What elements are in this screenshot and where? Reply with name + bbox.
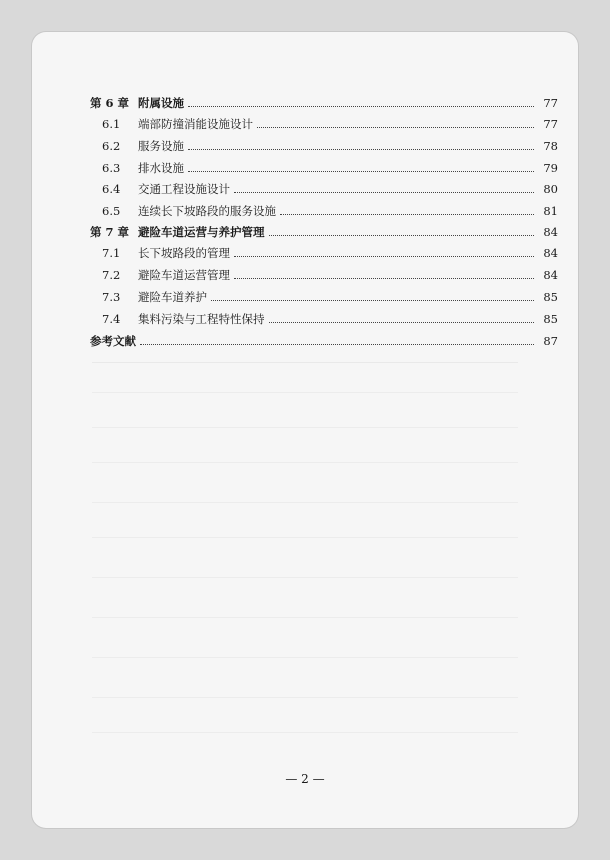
document-page [32,32,578,828]
leader-dots [188,105,534,107]
toc-page: 84 [543,268,558,282]
toc-section-6-1[interactable] [102,113,578,131]
toc-title: 集料污染与工程特性保持 [138,312,265,326]
leader-dots [188,170,534,172]
toc-number: 6.2 [102,139,121,153]
toc-section-7-1[interactable] [102,242,578,260]
toc-page: 81 [543,204,558,218]
leader-dots [188,148,534,150]
toc-section-7-4[interactable] [102,308,578,326]
toc-title: 避险车道运营管理 [138,268,230,282]
toc-page: 77 [543,117,558,131]
toc-title: 排水设施 [138,161,184,175]
toc-page: 84 [543,225,558,239]
toc-section-7-2[interactable] [102,264,578,282]
toc-number: 第 7 章 [90,225,130,239]
toc-section-6-3[interactable] [102,157,578,175]
toc-page: 87 [543,334,558,348]
leader-dots [211,299,534,301]
toc-number: 6.5 [102,204,121,218]
toc-title: 服务设施 [138,139,184,153]
leader-dots [234,191,534,193]
toc-page: 85 [543,312,558,326]
toc-title: 避险车道养护 [138,290,207,304]
toc-number: 7.4 [102,312,121,326]
toc-chapter-7[interactable] [90,221,578,239]
leader-dots [269,234,535,236]
toc-number: 7.2 [102,268,121,282]
toc-title: 连续长下坡路段的服务设施 [138,204,276,218]
leader-dots [257,126,534,128]
page-number-footer: — 2 — [285,772,325,786]
toc-section-7-3[interactable] [102,286,578,304]
toc-title: 端部防撞消能设施设计 [138,117,253,131]
leader-dots [269,321,535,323]
toc-page: 79 [543,161,558,175]
leader-dots [280,213,534,215]
toc-section-6-5[interactable] [102,200,578,218]
leader-dots [234,255,534,257]
leader-dots [140,343,534,345]
toc-number: 6.4 [102,182,121,196]
toc-title: 参考文献 [90,334,136,348]
toc-section-6-2[interactable] [102,135,578,153]
toc-number: 7.1 [102,246,121,260]
toc-title: 交通工程设施设计 [138,182,230,196]
toc-page: 77 [543,96,558,110]
toc-chapter-6[interactable] [90,92,578,110]
toc-title: 附属设施 [138,96,184,110]
toc-page: 78 [543,139,558,153]
toc-page: 85 [543,290,558,304]
toc-title: 避险车道运营与养护管理 [138,225,265,239]
toc-page: 84 [543,246,558,260]
toc-number: 6.3 [102,161,121,175]
toc-references[interactable] [90,330,578,348]
toc-number: 6.1 [102,117,121,131]
toc-section-6-4[interactable] [102,178,578,196]
leader-dots [234,277,534,279]
table-of-contents [32,32,578,828]
toc-title: 长下坡路段的管理 [138,246,230,260]
toc-number: 7.3 [102,290,121,304]
toc-page: 80 [543,182,558,196]
toc-number: 第 6 章 [90,96,130,110]
